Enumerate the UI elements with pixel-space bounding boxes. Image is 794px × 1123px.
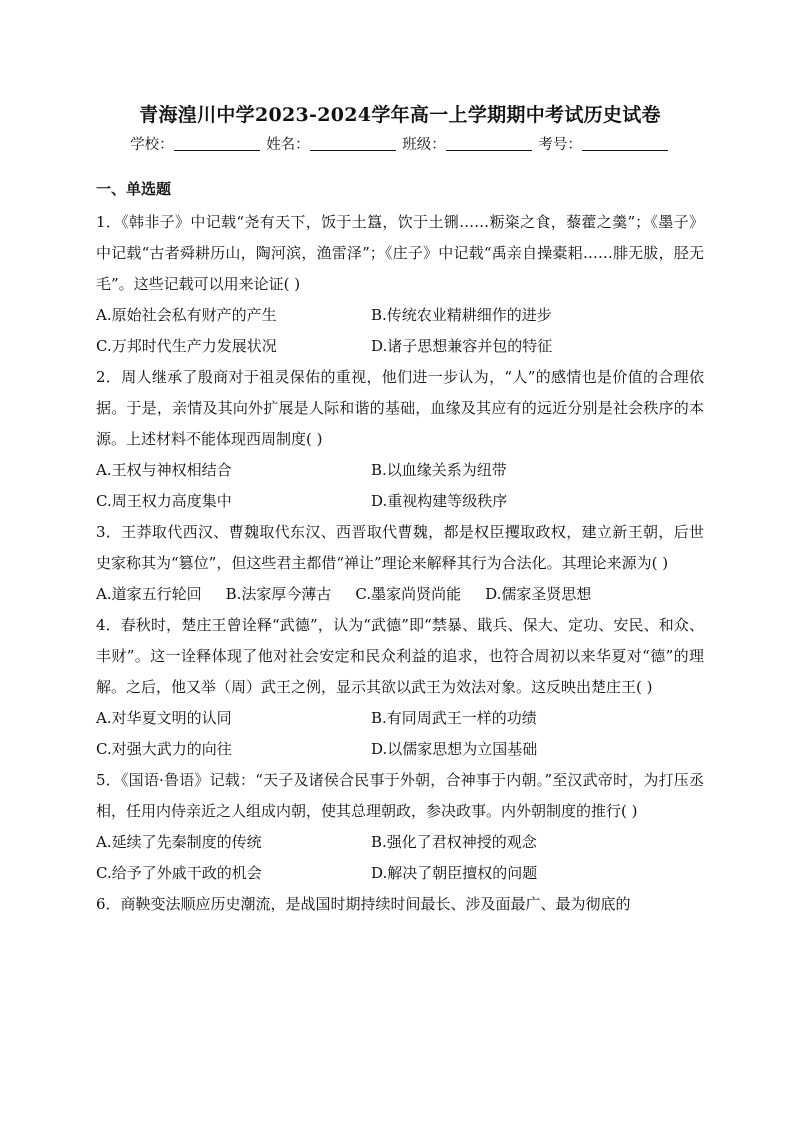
school-blank[interactable] [174, 136, 260, 151]
option-d[interactable]: D.重视构建等级秩序 [371, 492, 508, 510]
question-4 [96, 610, 704, 765]
name-blank[interactable] [310, 136, 396, 151]
question-5 [96, 765, 704, 889]
options-group [96, 455, 704, 517]
number-label: 考号： [538, 137, 582, 153]
option-a[interactable]: A.原始社会私有财产的产生 [96, 306, 277, 324]
school-label: 学校： [130, 137, 174, 153]
option-b[interactable]: B.有同周武王一样的功绩 [371, 709, 537, 727]
option-c[interactable]: C.给予了外戚干政的机会 [96, 864, 262, 882]
option-d[interactable]: D.儒家圣贤思想 [485, 585, 592, 603]
question-1 [96, 207, 704, 362]
question-6 [96, 889, 704, 920]
student-info-line [96, 133, 704, 154]
option-c[interactable]: C.周王权力高度集中 [96, 492, 232, 510]
question-stem: 3．王莽取代西汉、曹魏取代东汉、西晋取代曹魏，都是权臣攫取政权，建立新王朝，后世史家称其为“篡位”，但这些君主都借“禅让”理论来解释其行为合法化。其理论来源为( ) [96, 523, 704, 572]
option-a[interactable]: A.王权与神权相结合 [96, 461, 232, 479]
option-d[interactable]: D.以儒家思想为立国基础 [371, 740, 538, 758]
class-label: 班级： [402, 137, 446, 153]
option-d[interactable]: D.诸子思想兼容并包的特征 [371, 337, 553, 355]
class-blank[interactable] [446, 136, 532, 151]
option-b[interactable]: B.传统农业精耕细作的进步 [371, 306, 552, 324]
question-stem: 2．周人继承了殷商对于祖灵保佑的重视，他们进一步认为，“人”的感情也是价值的合理依据。于是，亲情及其向外扩展是人际和谐的基础，血缘及其应有的远近分别是社会秩序的本源。上述材料不能体现西周制度( ) [96, 368, 704, 448]
number-blank[interactable] [582, 136, 668, 151]
options-group [96, 300, 704, 362]
question-stem: 4．春秋时，楚庄王曾诠释“武德”，认为“武德”即“禁暴、戢兵、保大、定功、安民、和众、丰财”。这一诠释体现了他对社会安定和民众利益的追求，也符合周初以来华夏对“德”的理解。之后，他又举（周）武王之例，显示其欲以武王为效法对象。这反映出楚庄王( ) [96, 616, 704, 696]
question-stem: 5．《国语·鲁语》记载：“天子及诸侯合民事于外朝，合神事于内朝。”至汉武帝时，为打压丞相，任用内侍亲近之人组成内朝，使其总理朝政，参决政事。内外朝制度的推行( ) [96, 771, 704, 820]
options-group [96, 579, 704, 610]
option-a[interactable]: A.延续了先秦制度的传统 [96, 833, 262, 851]
option-c[interactable]: C.万邦时代生产力发展状况 [96, 337, 277, 355]
options-group [96, 703, 704, 765]
section-title: 一、单选题 [96, 180, 172, 198]
option-c[interactable]: C.墨家尚贤尚能 [355, 585, 462, 603]
question-2 [96, 362, 704, 517]
option-c[interactable]: C.对强大武力的向往 [96, 740, 232, 758]
options-group [96, 827, 704, 889]
option-a[interactable]: A.道家五行轮回 [96, 585, 202, 603]
name-label: 姓名： [266, 137, 310, 153]
option-b[interactable]: B.法家厚今薄古 [225, 585, 332, 603]
question-stem: 1．《韩非子》中记载“尧有天下，饭于土簋，饮于土铏……粝粢之食，藜藿之羹”；《墨子》中记载“古者舜耕历山，陶河滨，渔雷泽”；《庄子》中记载“禹亲自操橐耜……腓无胈，胫无毛”。这些记载可以用来论证( ) [96, 213, 704, 293]
option-d[interactable]: D.解决了朝臣擅权的问题 [371, 864, 538, 882]
question-3 [96, 517, 704, 610]
option-b[interactable]: B.强化了君权神授的观念 [371, 833, 537, 851]
question-stem: 6．商鞅变法顺应历史潮流，是战国时期持续时间最长、涉及面最广、最为彻底的 [96, 895, 631, 913]
exam-title: 青海湟川中学2023-2024学年高一上学期期中考试历史试卷 [139, 104, 661, 126]
option-b[interactable]: B.以血缘关系为纽带 [371, 461, 507, 479]
option-a[interactable]: A.对华夏文明的认同 [96, 709, 232, 727]
